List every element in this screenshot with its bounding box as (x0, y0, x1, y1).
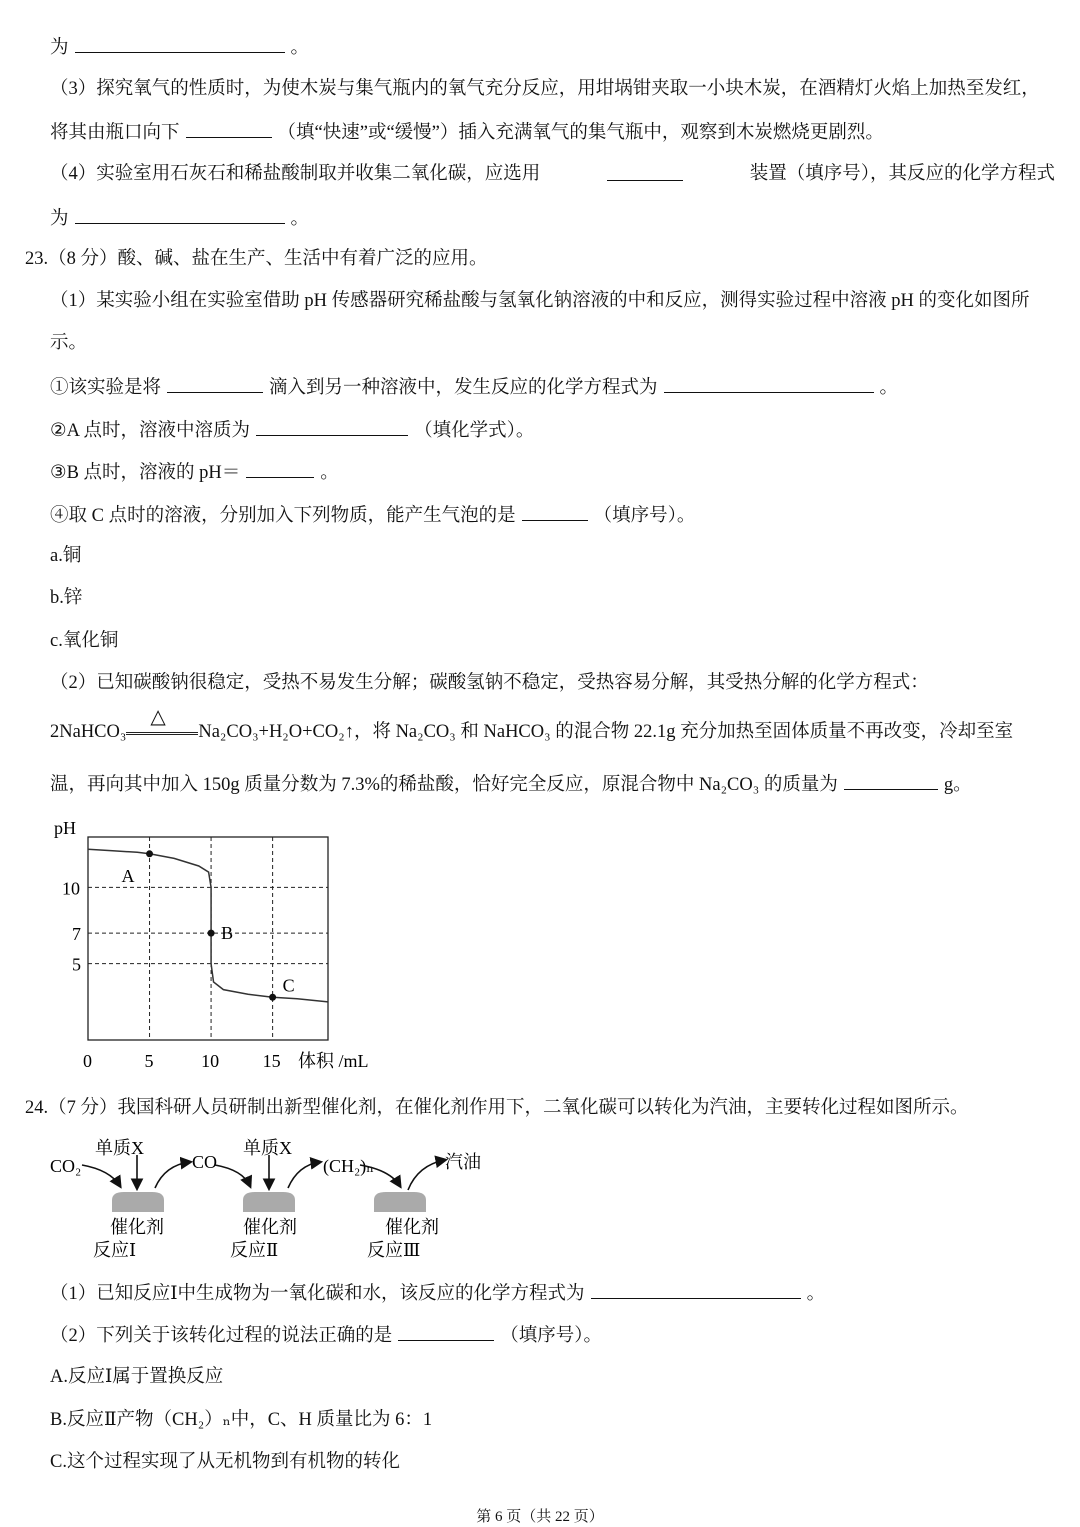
sub-4: ④取 C 点时的溶液，分别加入下列物质，能产生气泡的是 （填序号）。 (50, 502, 695, 528)
label-element-x: 单质X (95, 1138, 144, 1158)
sub-3: ③B 点时，溶液的 pH＝ 。 (50, 459, 339, 485)
x-tick-label: 5 (144, 1051, 154, 1071)
catalyst-labels (93, 1217, 439, 1260)
option-a: a.铜 (50, 546, 82, 566)
reaction-arrow: △ (126, 723, 198, 743)
ph-chart (40, 810, 390, 1080)
catalyst-shapes (112, 1192, 426, 1212)
x-tick-label: 0 (83, 1051, 92, 1071)
svg-text:反应Ⅱ: 反应Ⅱ (230, 1240, 279, 1260)
label-gasoline: 汽油 (445, 1152, 481, 1172)
y-axis-label: pH (54, 818, 76, 838)
q24-2-text: （2）下列关于该转化过程的说法正确的是 （填序号）。 (50, 1322, 602, 1348)
point-C (269, 994, 276, 1001)
option-b: b.锌 (50, 588, 83, 608)
q23-2-text: （2）已知碳酸钠很稳定，受热不易发生分解；碳酸氢钠不稳定，受热容易分解，其受热分解的化学方程式： (50, 673, 929, 693)
option-c: c.氧化铜 (50, 631, 119, 651)
y-tick-label: 7 (72, 924, 81, 945)
sub-2: ②A 点时，溶液中溶质为 （填化学式）。 (50, 417, 534, 443)
q3-text2: 将其由瓶口向下 （填“快速”或“缓慢”）插入充满氧气的集气瓶中，观察到木炭燃烧更剧烈。 (50, 119, 884, 145)
line: 为 。 (50, 34, 309, 60)
x-axis-label: 体积 /mL (298, 1051, 369, 1071)
x-tick-label: 10 (201, 1051, 220, 1071)
q23-heading: 23.（8 分）酸、碱、盐在生产、生活中有着广泛的应用。 (25, 249, 488, 269)
label-element-x: 单质X (243, 1138, 292, 1158)
point-B (208, 930, 215, 937)
point-label-C: C (282, 975, 295, 996)
conversion-diagram (40, 1130, 500, 1270)
svg-text:催化剂: 催化剂 (110, 1217, 164, 1237)
option-C: C.这个过程实现了从无机物到有机物的转化 (50, 1452, 400, 1472)
option-A: A.反应Ⅰ属于置换反应 (50, 1367, 224, 1387)
q4-text: （4）实验室用石灰石和稀盐酸制取并收集二氧化碳，应选用 装置（填序号），其反应的化学方程式 (50, 164, 1055, 184)
svg-text:反应Ⅲ: 反应Ⅲ (367, 1240, 421, 1260)
q4-text2: 为 。 (50, 205, 309, 231)
y-tick-label: 5 (72, 954, 81, 975)
q24-1-text: （1）已知反应Ⅰ中生成物为一氧化碳和水，该反应的化学方程式为 。 (50, 1280, 825, 1306)
label-ch2n: (CH₂)ₙ (323, 1156, 375, 1176)
q23-2-text3: 温，再向其中加入 150g 质量分数为 7.3%的稀盐酸，恰好完全反应，原混合物中 Na₂CO₃ 的质量为 g。 (50, 771, 972, 797)
label-co: CO (192, 1152, 218, 1172)
y-tick-label: 10 (62, 878, 80, 899)
q23-1-text2: 示。 (50, 333, 88, 353)
x-tick-label: 15 (262, 1051, 281, 1071)
arrows (82, 1155, 445, 1190)
q3-text: （3）探究氧气的性质时，为使木炭与集气瓶内的氧气充分反应，用坩埚钳夹取一小块木炭，在酒精灯火焰上加热至发红， (50, 79, 1040, 99)
point-label-B: B (221, 923, 234, 944)
svg-text:反应Ⅰ: 反应Ⅰ (93, 1240, 137, 1260)
label-co2: CO₂ (50, 1156, 82, 1176)
svg-text:催化剂: 催化剂 (243, 1217, 297, 1237)
point-label-A: A (121, 865, 135, 886)
q23-1-text: （1）某实验小组在实验室借助 pH 传感器研究稀盐酸与氢氧化钠溶液的中和反应，测得实验过程中溶液 pH 的变化如图所 (50, 291, 1030, 311)
svg-text:催化剂: 催化剂 (385, 1217, 439, 1237)
sub-1: ①该实验是将 滴入到另一种溶液中，发生反应的化学方程式为 。 (50, 374, 898, 400)
q24-heading: 24.（7 分）我国科研人员研制出新型催化剂，在催化剂作用下，二氧化碳可以转化为汽油，主要转化过程如图所示。 (25, 1098, 969, 1118)
equation-line: 2NaHCO₃ △ Na₂CO₃+H₂O+CO₂↑，将 Na₂CO₃ 和 NaHCO₃ 的混合物 22.1g 充分加热至固体质量不再改变，冷却至室 (50, 705, 1014, 742)
point-A (146, 850, 153, 857)
option-B: B.反应Ⅱ产物（CH₂）ₙ中，C、H 质量比为 6：1 (50, 1410, 433, 1430)
page-footer: 第 6 页（共 22 页） (476, 1509, 604, 1525)
